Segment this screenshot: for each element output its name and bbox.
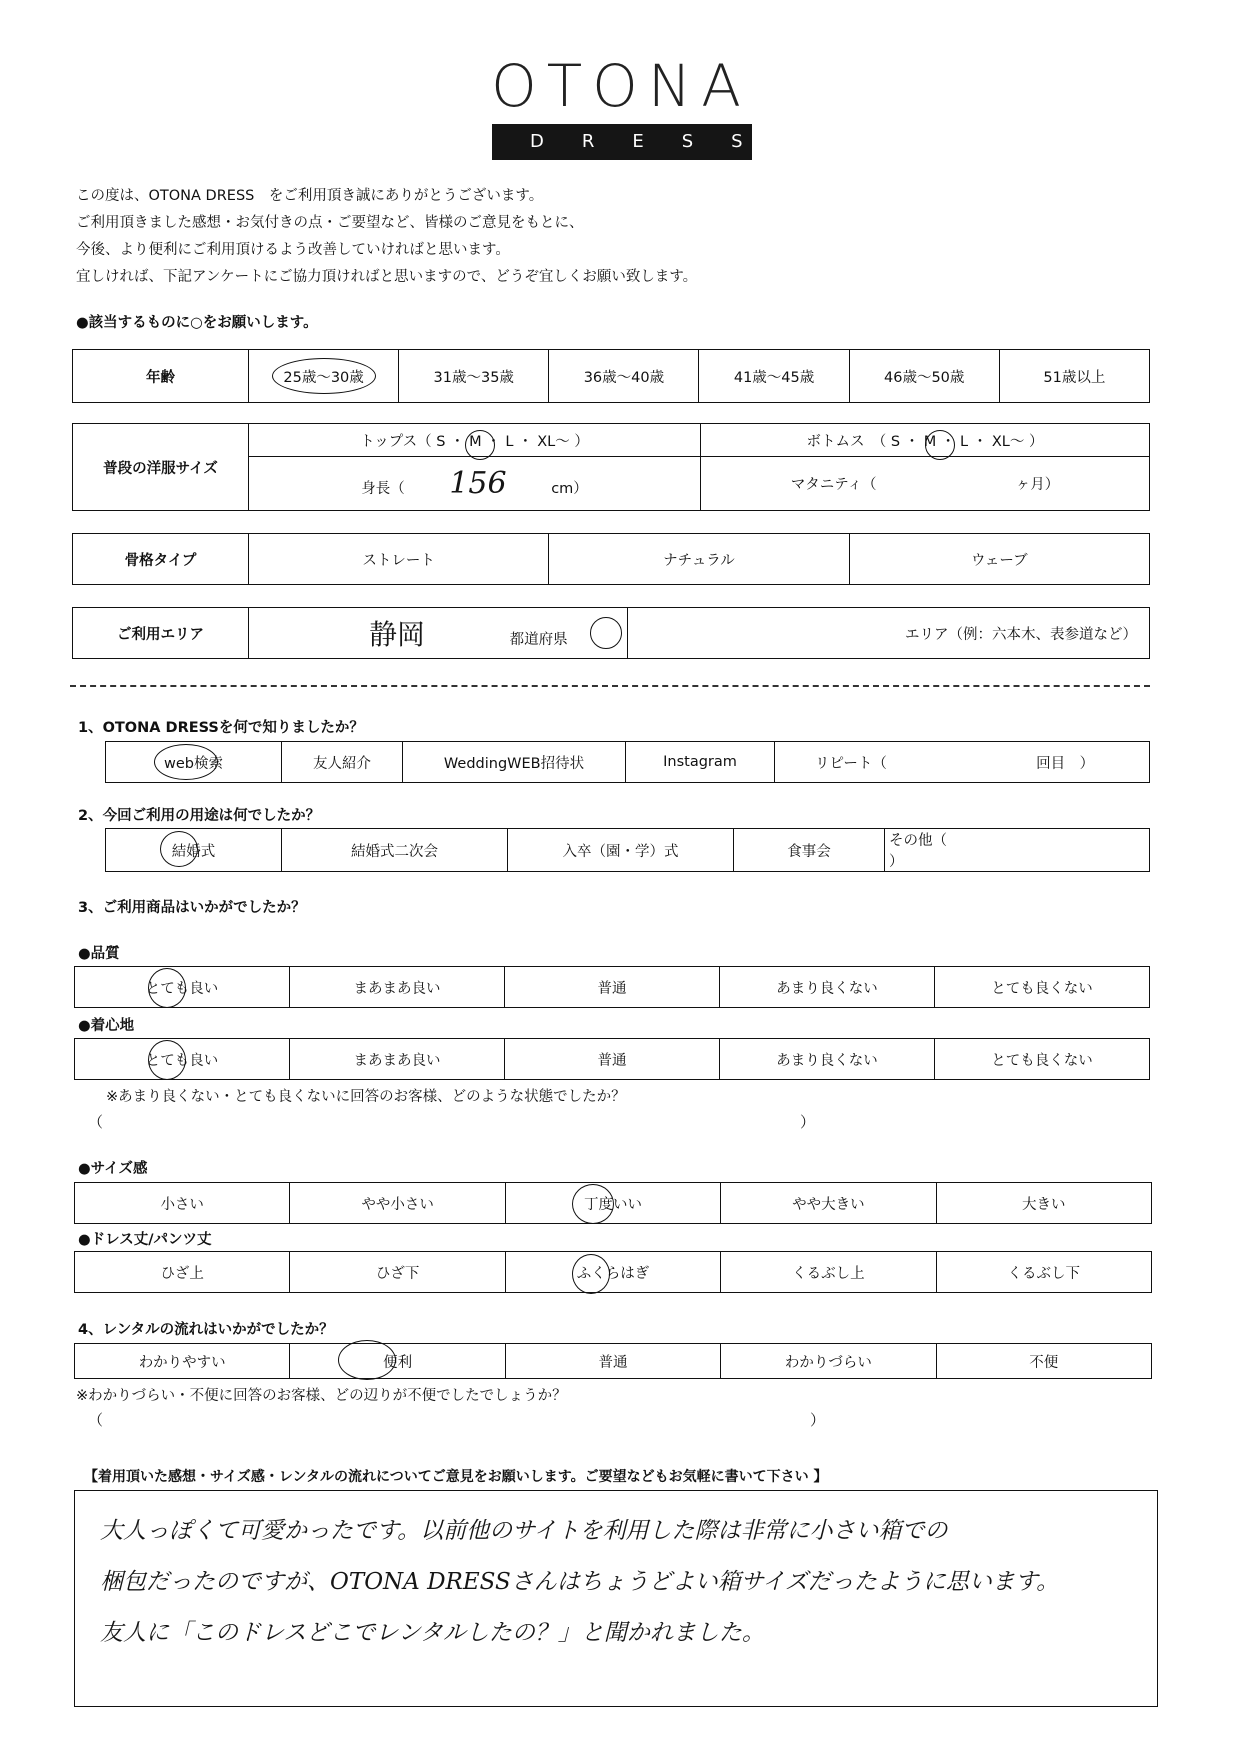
height-value: 156	[449, 466, 507, 501]
comfort-table	[74, 1038, 1150, 1080]
age-option[interactable]: 41歳〜45歳	[699, 350, 849, 403]
comment-line: 梱包だったのですが、OTONA DRESSさんはちょうどよい箱サイズだったように思います。	[100, 1569, 1060, 1595]
q4-note-open: （	[88, 1411, 104, 1429]
quality-table	[74, 966, 1150, 1008]
frame-label: 骨格タイプ	[73, 534, 249, 585]
q4-note: ※わかりづらい・不便に回答のお客様、どの辺りが不便でしたでしょうか？	[76, 1388, 567, 1404]
size-label: 普段の洋服サイズ	[73, 424, 249, 511]
intro-line: この度は、OTONA DRESS をご利用頂き誠にありがとうございます。	[76, 188, 544, 204]
maternity-field[interactable]	[701, 457, 1150, 511]
quality-option[interactable]: あまり良くない	[720, 967, 935, 1008]
height-unit: cm）	[551, 481, 588, 497]
age-label: 年齢	[73, 350, 249, 403]
q1-table	[105, 741, 1150, 783]
intro-line: 宜しければ、下記アンケートにご協力頂ければと思いますので、どうぞ宜しくお願い致します。	[76, 269, 698, 285]
q4-option[interactable]: 普通	[505, 1344, 720, 1379]
frame-option[interactable]: ナチュラル	[549, 534, 849, 585]
q4-table	[74, 1343, 1152, 1379]
comfort-option[interactable]: とても良い	[75, 1039, 290, 1080]
maternity-unit: ヶ月）	[1015, 477, 1060, 493]
length-option[interactable]: ひざ上	[75, 1252, 290, 1293]
length-label: ●ドレス丈/パンツ丈	[78, 1232, 212, 1248]
q1-title: 1、OTONA DRESSを何で知りましたか？	[78, 720, 364, 736]
prefecture-value: 静岡	[369, 618, 426, 651]
logo-dress: DRESS	[492, 124, 752, 160]
prefecture-field[interactable]	[249, 608, 628, 659]
q1-repeat[interactable]	[775, 742, 1150, 783]
age-option[interactable]: 36歳〜40歳	[549, 350, 699, 403]
quality-option[interactable]: 普通	[505, 967, 720, 1008]
comment-line: 大人っぽくて可愛かったです。以前他のサイトを利用した際は非常に小さい箱での	[100, 1518, 948, 1544]
comfort-option[interactable]: あまり良くない	[720, 1039, 935, 1080]
length-option[interactable]: ひざ下	[290, 1252, 505, 1293]
age-table	[72, 349, 1150, 403]
q1-option[interactable]: Instagram	[626, 742, 775, 783]
comfort-option[interactable]: まあまあ良い	[290, 1039, 505, 1080]
comment-line: 友人に「このドレスどこでレンタルしたの？」と聞かれました。	[100, 1620, 765, 1646]
q3-note-open: （	[88, 1113, 104, 1131]
frame-option[interactable]: ストレート	[249, 534, 549, 585]
maternity-label: マタニティ（	[790, 477, 877, 493]
comments-title: 【着用頂いた感想・サイズ感・レンタルの流れについてご意見をお願いします。ご要望などもお気軽に書いて下さい 】	[84, 1469, 828, 1485]
q2-option[interactable]: 食事会	[734, 829, 885, 872]
quality-option[interactable]: とても良くない	[935, 967, 1150, 1008]
comfort-option[interactable]: とても良くない	[935, 1039, 1150, 1080]
q4-option[interactable]: 不便	[936, 1344, 1151, 1379]
age-option[interactable]: 51歳以上	[999, 350, 1149, 403]
frame-table	[72, 533, 1150, 585]
fit-option[interactable]: 小さい	[75, 1183, 290, 1224]
intro-text	[76, 183, 697, 291]
comfort-label: ●着心地	[78, 1018, 135, 1034]
q3-title: 3、ご利用商品はいかがでしたか？	[78, 900, 306, 916]
q1-option[interactable]: 友人紹介	[282, 742, 403, 783]
quality-label: ●品質	[78, 946, 120, 962]
q2-option[interactable]: 結婚式二次会	[282, 829, 508, 872]
quality-option[interactable]: まあまあ良い	[290, 967, 505, 1008]
age-option[interactable]: 25歳〜30歳	[249, 350, 399, 403]
fit-option[interactable]: やや大きい	[721, 1183, 936, 1224]
fit-option[interactable]: やや小さい	[290, 1183, 505, 1224]
q1-repeat-label: リピート（	[815, 755, 887, 772]
q1-option[interactable]: WeddingWEB招待状	[403, 742, 626, 783]
height-field[interactable]	[249, 457, 701, 511]
length-option[interactable]: ふくらはぎ	[505, 1252, 720, 1293]
intro-line: ご利用頂きました感想・お気付きの点・ご要望など、皆様のご意見をもとに、	[76, 215, 584, 231]
q2-title: 2、今回ご利用の用途は何でしたか？	[78, 808, 321, 824]
q1-option[interactable]: web検索	[106, 742, 282, 783]
age-option[interactable]: 46歳〜50歳	[849, 350, 999, 403]
fit-table	[74, 1182, 1152, 1224]
divider	[70, 685, 1150, 687]
q2-table	[105, 828, 1150, 872]
age-option[interactable]: 31歳〜35歳	[399, 350, 549, 403]
logo-otona: OTONA	[491, 52, 751, 120]
fit-option[interactable]: 大きい	[936, 1183, 1151, 1224]
frame-option[interactable]: ウェーブ	[849, 534, 1149, 585]
length-table	[74, 1251, 1152, 1293]
q2-other[interactable]	[885, 829, 1150, 872]
q4-note-close: ）	[810, 1411, 826, 1429]
q2-option[interactable]: 結婚式	[106, 829, 282, 872]
q2-other-label: その他（	[889, 833, 947, 849]
area-table	[72, 607, 1150, 659]
intro-line: 今後、より便利にご利用頂けるよう改善していければと思います。	[76, 242, 510, 258]
quality-option[interactable]: とても良い	[75, 967, 290, 1008]
q4-option[interactable]: 便利	[290, 1344, 505, 1379]
height-label: 身長（	[361, 481, 405, 497]
q3-note-close: ）	[800, 1113, 816, 1131]
length-option[interactable]: くるぶし上	[721, 1252, 936, 1293]
fit-option[interactable]: 丁度いい	[505, 1183, 720, 1224]
size-table	[72, 423, 1150, 511]
circle-instruction: ●該当するものに○をお願いします。	[76, 315, 318, 331]
q2-option[interactable]: 入卒（園・学）式	[508, 829, 734, 872]
area-hint[interactable]: エリア（例：六本木、表参道など）	[628, 608, 1150, 659]
q1-repeat-suffix: 回目 ）	[1036, 755, 1095, 772]
q4-title: 4、レンタルの流れはいかがでしたか？	[78, 1322, 334, 1338]
tops-size[interactable]: トップス（ S ・ M ・ L ・ XL〜 ）	[249, 424, 701, 457]
q4-option[interactable]: わかりづらい	[721, 1344, 936, 1379]
area-label: ご利用エリア	[73, 608, 249, 659]
q3-note: ※あまり良くない・とても良くないに回答のお客様、どのような状態でしたか？	[106, 1089, 626, 1105]
fit-label: ●サイズ感	[78, 1161, 148, 1177]
bottoms-size[interactable]: ボトムス （ S ・ M ・ L ・ XL〜 ）	[701, 424, 1150, 457]
comfort-option[interactable]: 普通	[505, 1039, 720, 1080]
q2-other-close: ）	[889, 854, 904, 870]
length-option[interactable]: くるぶし下	[936, 1252, 1151, 1293]
q4-option[interactable]: わかりやすい	[75, 1344, 290, 1379]
prefecture-suffix: 都道府県	[509, 632, 568, 648]
